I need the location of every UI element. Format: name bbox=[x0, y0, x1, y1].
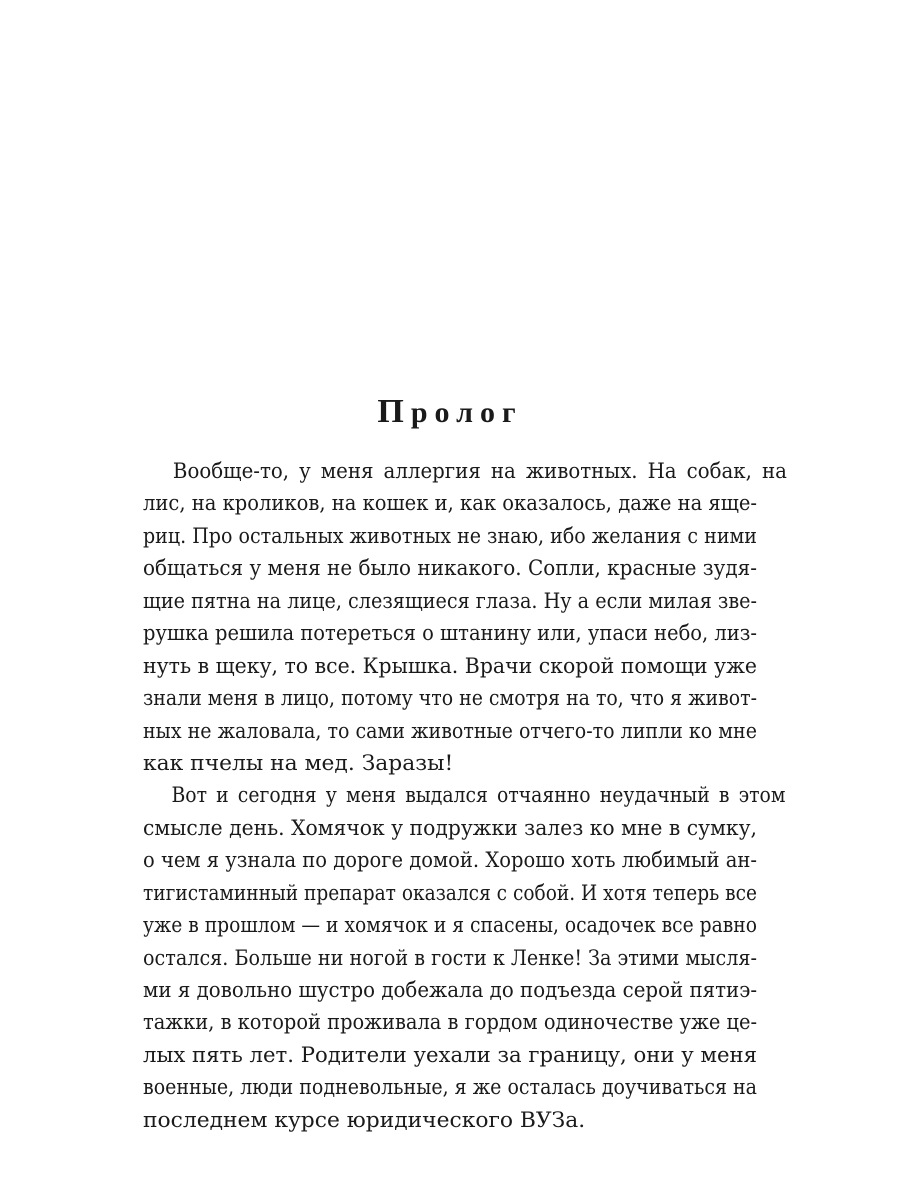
text-line: щие пятна на лице, слезящиеся глаза. Ну а если милая зве- bbox=[143, 588, 757, 614]
paragraph-2 bbox=[143, 780, 786, 1137]
text-line: лых пять лет. Родители уехали за границу, они у меня bbox=[143, 1042, 757, 1068]
text-line: риц. Про остальных животных не знаю, ибо желания с ними bbox=[143, 523, 757, 549]
text-line: ных не жаловала, то сами животные отчего-то липли ко мне bbox=[143, 718, 757, 744]
text-line: ми я довольно шустро добежала до подъезда серой пятиэ- bbox=[143, 978, 757, 1003]
text-line: смысле день. Хомячок у подружки залез ко мне в сумку, bbox=[143, 815, 757, 841]
text-line: знали меня в лицо, потому что не смотря на то, что я живот- bbox=[143, 686, 757, 712]
text-line: тажки, в которой проживала в гордом одиночестве уже це- bbox=[143, 1010, 757, 1036]
text-line: о чем я узнала по дороге домой. Хорошо хоть любимый ан- bbox=[143, 848, 757, 874]
text-line: лис, на кроликов, на кошек и, как оказалось, даже на яще- bbox=[143, 491, 757, 517]
text-line: как пчелы на мед. Заразы! bbox=[143, 750, 454, 776]
text-line: последнем курсе юридического ВУЗа. bbox=[143, 1107, 586, 1133]
text-line: остался. Больше ни ногой в гости к Ленке! За этими мысля- bbox=[143, 945, 757, 971]
chapter-title: Пролог bbox=[377, 393, 523, 430]
text-line: уже в прошлом — и хомячок и я спасены, осадочек все равно bbox=[143, 913, 757, 939]
text-line: общаться у меня не было никакого. Сопли, красные зудя- bbox=[143, 556, 757, 582]
text-line: Вот и сегодня у меня выдался отчаянно неудачный в этом bbox=[171, 783, 786, 809]
text-line: Вообще-то, у меня аллергия на животных. На собак, на bbox=[172, 459, 787, 484]
text-line: военные, люди подневольные, я же осталась доучиваться на bbox=[143, 1075, 757, 1101]
text-line: тигистаминный препарат оказался с собой. И хотя теперь все bbox=[143, 880, 757, 906]
text-line: нуть в щеку, то все. Крышка. Врачи скорой помощи уже bbox=[143, 653, 757, 679]
paragraph-1 bbox=[143, 456, 787, 780]
text-line: рушка решила потереться о штанину или, упаси небо, лиз- bbox=[143, 621, 757, 647]
chapter-body bbox=[143, 456, 787, 1137]
